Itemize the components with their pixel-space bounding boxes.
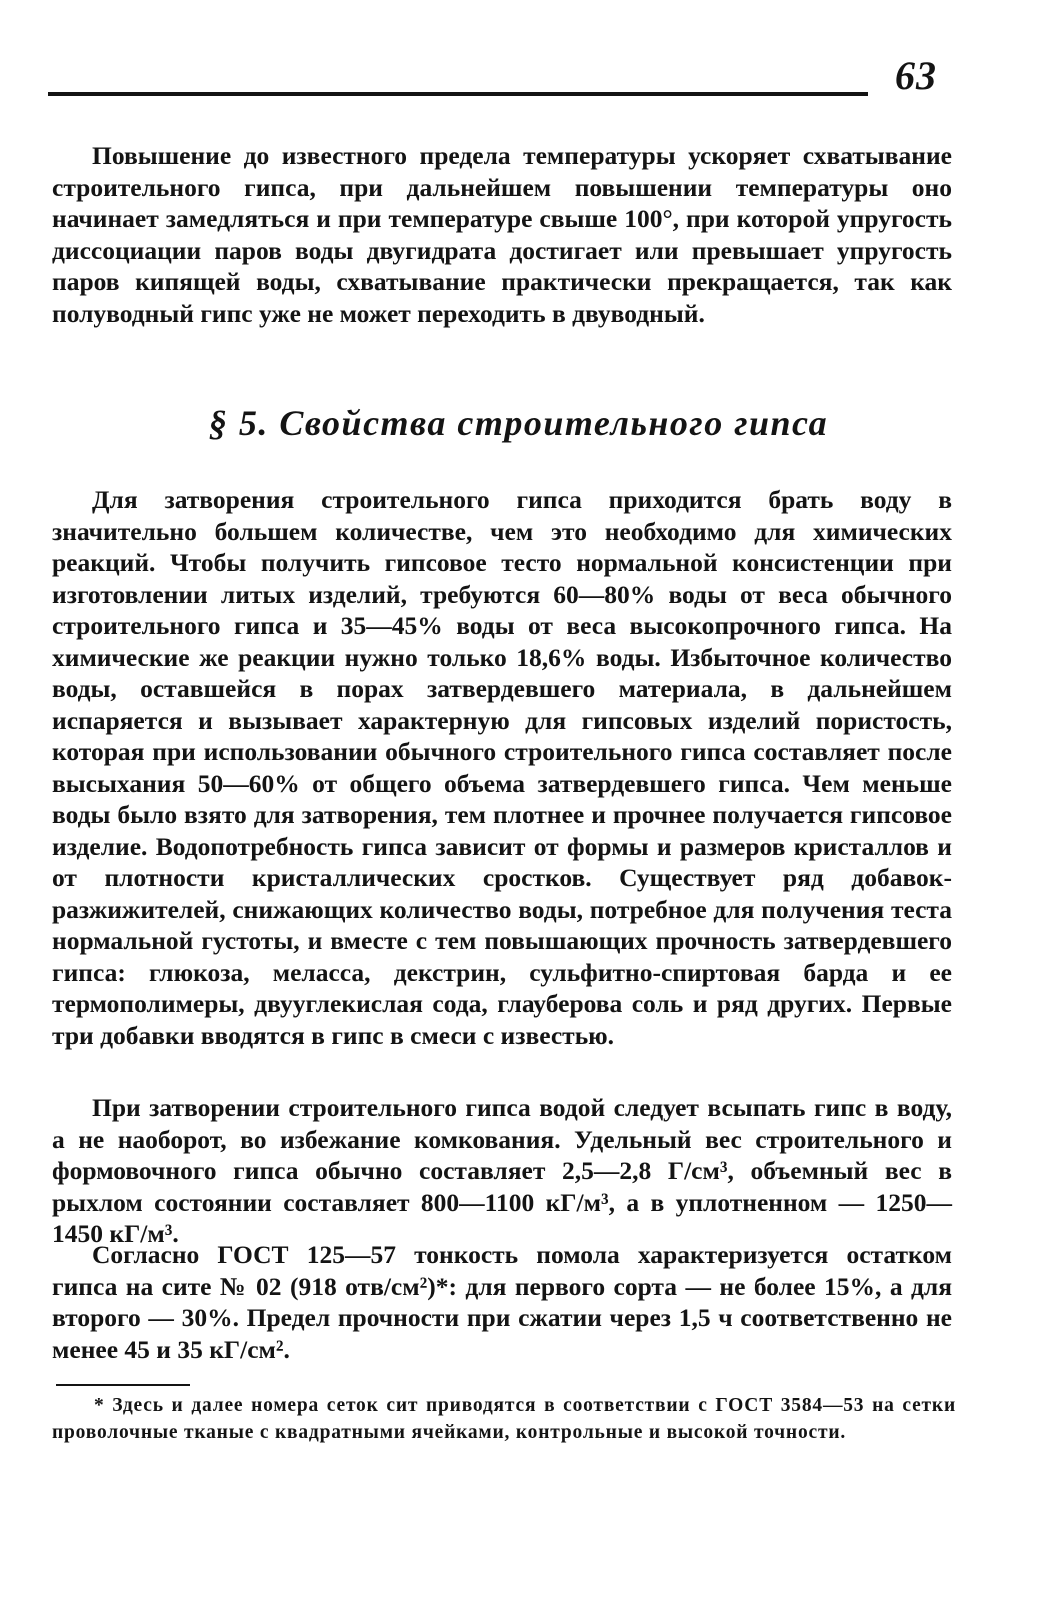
page-number: 63 xyxy=(895,53,937,98)
header-rule xyxy=(48,92,868,96)
intro-paragraph: Повышение до известного предела температуры ускоряет схватывание строительного гипса, при дальнейшем повышении температуры оно начинает замедляться и при температуре свыше 100°, при которой упругость диссоциации паров воды двугидрата достигает или превышает упругость паров кипящей воды, схватывание практически прекращается, так как полуводный гипс уже не может переходить в двуводный. xyxy=(52,141,952,328)
footnote: * Здесь и далее номера сеток сит приводятся в соответствии с ГОСТ 3584—53 на сетки проволочные тканые с квадратными ячейками, контрольные и высокой точности. xyxy=(52,1395,956,1443)
body-paragraph: Согласно ГОСТ 125—57 тонкость помола характеризуется остатком гипса на сите № 02 (918 отв/см²)*: для первого сорта — не более 15%, а для второго — 30%. Предел прочности при сжатии через 1,5 ч соответственно не менее 45 и 35 кГ/см². xyxy=(52,1240,952,1364)
body-paragraph: Для затворения строительного гипса приходится брать воду в значительно большем количестве, чем это необходимо для химических реакций. Чтобы получить гипсовое тесто нормальной консистенции при изготовлении литых изделий, требуются 60—80% воды от веса обычного строительного гипса и 35—45% воды от веса высокопрочного гипса. На химические же реакции нужно только 18,6% воды. Избыточное количество воды, оставшейся в порах затвердевшего материала, в дальнейшем испаряется и вызывает характерную для гипсовых изделий пористость, которая при использовании обычного строительного гипса составляет после высыхания 50—60% от общего объема затвердевшего гипса. Чем меньше воды было взято для затворения, тем плотнее и прочнее получается гипсовое изделие. Водопотребность гипса зависит от формы и размеров кристаллов и от плотности кристаллических сростков. Существует ряд добавок-разжижителей, снижающих количество воды, потребное для получения теста нормальной густоты, и вместе с тем повышающих прочность затвердевшего гипса: глюкоза, меласса, декстрин, сульфитно-спиртовая барда и ее термополимеры, двууглекислая сода, глауберова соль и ряд других. Первые три добавки вводятся в гипс в смеси с известью. xyxy=(52,485,952,1050)
section-heading: § 5. Свойства строительного гипса xyxy=(208,403,829,443)
footnote-rule xyxy=(56,1384,190,1386)
body-paragraph: При затворении строительного гипса водой следует всыпать гипс в воду, а не наоборот, во избежание комкования. Удельный вес строительного и формовочного гипса обычно составляет 2,5—2,8 Г/см³, объемный вес в рыхлом состоянии составляет 800—1100 кГ/м³, а в уплотненном — 1250—1450 кГ/м³. xyxy=(52,1093,952,1248)
